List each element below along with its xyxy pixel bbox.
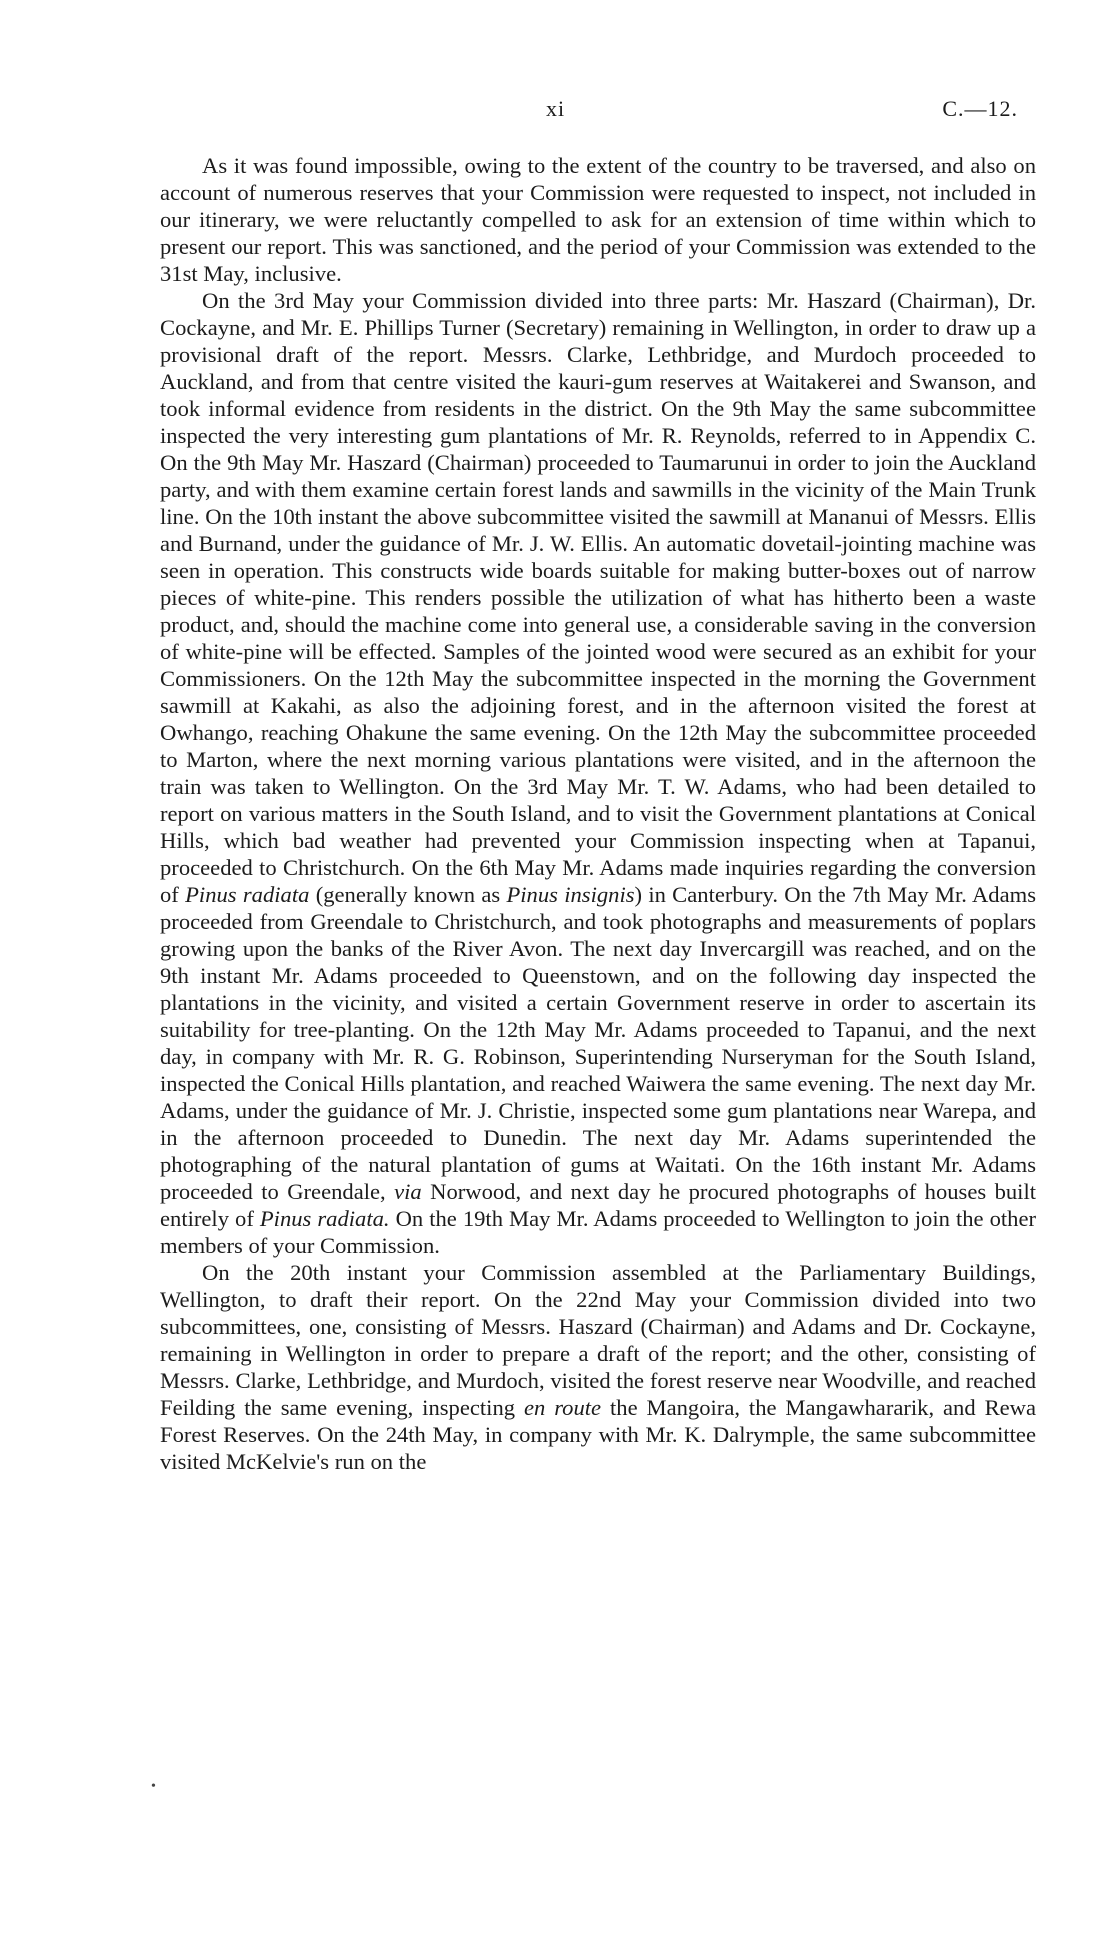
paragraph	[160, 287, 1036, 1259]
paragraph	[160, 152, 1036, 287]
text-run: As it was found impossible, owing to the extent of the country to be traversed, and also on account of numerous reserves that your Commission were requested to inspect, not included in our itinerary, we were reluctantly compelled to ask for an extension of time within which to present our report. This was sanctioned, and the period of your Commission was extended to the 31st May, inclusive.	[160, 153, 1036, 286]
page-number: xi	[546, 96, 566, 121]
text-run: On the 19th May Mr. Adams proceeded to Wellington to join the other members of your Commission.	[160, 1206, 1036, 1258]
italic-text: Pinus radiata	[185, 882, 310, 907]
italic-text: en route	[523, 1395, 602, 1420]
italic-text: Pinus insignis	[506, 882, 635, 907]
italic-text: via	[394, 1179, 422, 1204]
text-run: Norwood, and next day he procured photographs of houses built entirely of	[160, 1179, 1037, 1231]
page-speck: •	[151, 1779, 156, 1794]
text-run: ) in Canterbury. On the 7th May Mr. Adams proceeded from Greendale to Christchurch, and took photographs and measurements of poplars growing upon the banks of the River Avon. The next day Invercargill was reached, and on the 9th instant Mr. Adams proceeded to Queenstown, and on the following day inspected the plantations in the vicinity, and visited a certain Government reserve in order to ascertain its suitability for tree-planting. On the 12th May Mr. Adams proceeded to Tapanui, and the next day, in company with Mr. R. G. Robinson, Superintending Nurseryman for the South Island, inspected the Conical Hills plantation, and reached Waiwera the same evening. The next day Mr. Adams, under the guidance of Mr. J. Christie, inspected some gum plantations near Warepa, and in the afternoon proceeded to Dunedin. The next day Mr. Adams superintended the photographing of the natural plantation of gums at Waitati. On the 16th instant Mr. Adams proceeded to Greendale,	[160, 882, 1036, 1204]
body-text	[160, 152, 1036, 1475]
italic-text: Pinus radiata.	[259, 1206, 390, 1231]
document-reference: C.—12.	[942, 96, 1018, 121]
text-run: On the 20th instant your Commission assembled at the Parliamentary Buildings, Wellington, to draft their report. On the 22nd May your Commission divided into two subcommittees, one, consisting of Messrs. Haszard (Chairman) and Adams and Dr. Cockayne, remaining in Wellington in order to prepare a draft of the report; and the other, consisting of Messrs. Clarke, Lethbridge, and Murdoch, visited the forest reserve near Woodville, and reached Feilding the same evening, inspecting	[160, 1260, 1036, 1420]
text-run: the Mangoira, the Mangawhararik, and Rewa Forest Reserves. On the 24th May, in company with Mr. K. Dalrymple, the same subcommittee visited McKelvie's run on the	[160, 1395, 1037, 1474]
text-run: On the 3rd May your Commission divided into three parts: Mr. Haszard (Chairman), Dr. Cockayne, and Mr. E. Phillips Turner (Secretary) remaining in Wellington, in order to draw up a provisional draft of the report. Messrs. Clarke, Lethbridge, and Murdoch proceeded to Auckland, and from that centre visited the kauri-gum reserves at Waitakerei and Swanson, and took informal evidence from residents in the district. On the 9th May the same subcommittee inspected the very interesting gum plantations of Mr. R. Reynolds, referred to in Appendix C. On the 9th May Mr. Haszard (Chairman) proceeded to Taumarunui in order to join the Auckland party, and with them examine certain forest lands and sawmills in the vicinity of the Main Trunk line. On the 10th instant the above subcommittee visited the sawmill at Mananui of Messrs. Ellis and Burnand, under the guidance of Mr. J. W. Ellis. An automatic dovetail-jointing machine was seen in operation. This constructs wide boards suitable for making butter-boxes out of narrow pieces of white-pine. This renders possible the utilization of what has hitherto been a waste product, and, should the machine come into general use, a considerable saving in the conversion of white-pine will be effected. Samples of the jointed wood were secured as an exhibit for your Commissioners. On the 12th May the subcommittee inspected in the morning the Government sawmill at Kakahi, as also the adjoining forest, and in the afternoon visited the forest at Owhango, reaching Ohakune the same evening. On the 12th May the subcommittee proceeded to Marton, where the next morning various plantations were visited, and in the afternoon the train was taken to Wellington. On the 3rd May Mr. T. W. Adams, who had been detailed to report on various matters in the South Island, and to visit the Government plantations at Conical Hills, which bad weather had prevented your Commission inspecting when at Tapanui, proceeded to Christchurch. On the 6th May Mr. Adams made inquiries regarding the conversion of	[160, 288, 1036, 907]
text-run: (generally known as	[309, 882, 507, 907]
paragraph	[160, 1259, 1036, 1475]
